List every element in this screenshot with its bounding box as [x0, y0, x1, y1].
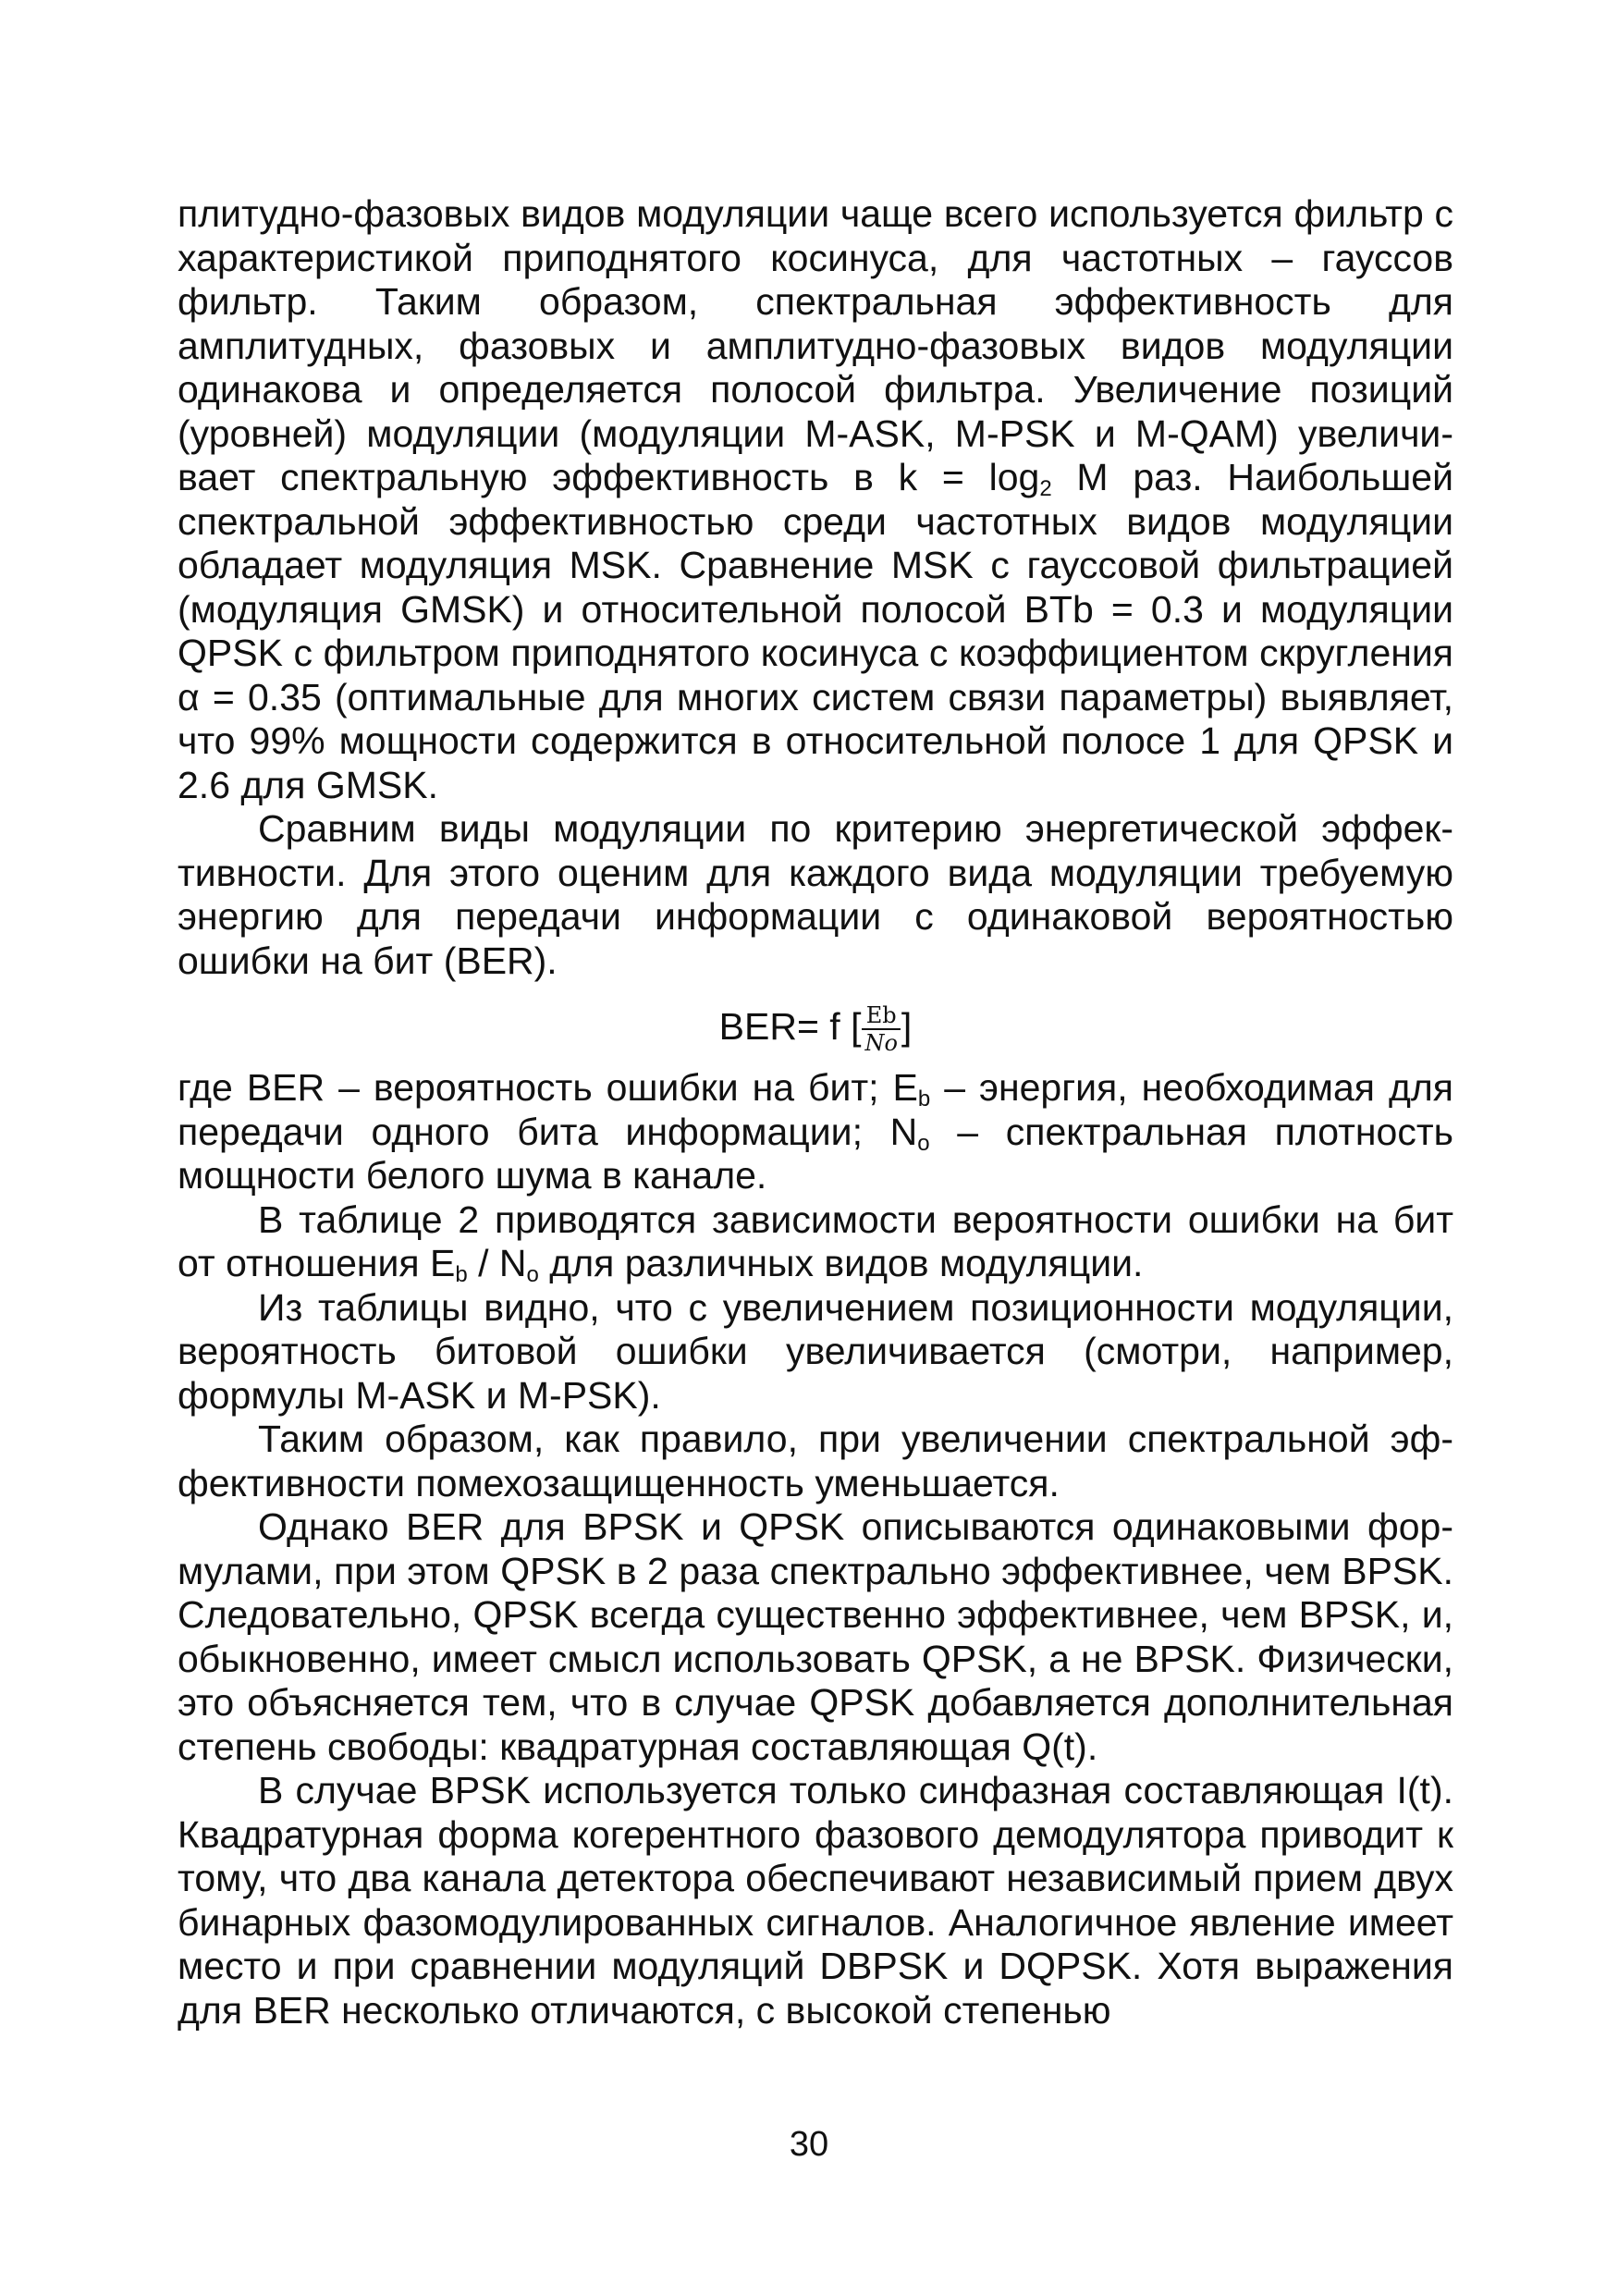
paragraph-quadrature: В случае BPSK используется только синфазная составляющая I(t). Квадратурная форма когерентного фазового демодулятора приводит к тому, что два канала детектора обеспечивают независимый прием двух бинарных фазомодулированных сигналов. Аналогичное явление имеет место и при сравнении модуляций DBPSK и DQPSK. Хотя выражения для BER несколько отличаются, с высокой степенью [178, 1769, 1453, 2032]
page-number: 30 [789, 2125, 829, 2164]
ber-formula: BER= f [ $\frac{Eb}{No}$ ] [718, 1002, 913, 1057]
fraction-denominator: No [864, 1030, 898, 1057]
body-text [178, 192, 1453, 2032]
eb-over-no-fraction [862, 1002, 900, 1057]
paragraph-bpsk-qpsk: Однако BER для BPSK и QPSK описываются одинаковыми формулами, при этом QPSK в 2 раза спектрально эффективнее, чем BPSK. Следовательно, QPSK всегда существенно эффективнее, чем BPSK, и, обыкновенно, имеет смысл использовать QPSK, а не BPSK. Физически, это объясняется тем, что в случае QPSK добавляется дополнительная степень свободы: квадратурная составляющая Q(t). [178, 1505, 1453, 1768]
fraction-numerator: Eb [862, 1004, 900, 1030]
paragraph-table-reference: В таблице 2 приводятся зависимости вероятности ошибки на бит от отношения $E_b / N_o$ для различных видов модуляции. [178, 1197, 1453, 1287]
paragraph-modulation-filters: плитудно-фазовых видов модуляции чаще всего используется фильтр с характеристикой приподнятого косинуса, для частотных – гауссов фильтр. Таким образом, спектральная эффективность для амплитудных, фазовых и амплитудно-фазовых видов модуляции одинакова и определяется полосой фильтра. Увеличение позиций (уровней) модуляции (модуляции M-ASK, M-PSK и M-QAM) увеличивает спектральную эффективность в $k = \log_2 M$ раз. Наибольшей спектральной эффективностью среди частотных видов модуляции обладает модуляция MSK. Сравнение MSK с гауссовой фильтрацией (модуляция GMSK) и относительной полосой BTb = 0.3 и модуляции QPSK с фильтром приподнятого косинуса с коэффициентом скругления α = 0.35 (оптимальные для многих систем связи параметры) выявляет, что 99% мощности содержится в относительной полосе 1 для QPSK и 2.6 для GMSK. [178, 192, 1453, 806]
paragraph-positionality: Из таблицы видно, что с увеличением позиционности модуляции, вероятность битовой ошибки увеличивается (смотри, например, формулы M-ASK и M-PSK). [178, 1285, 1453, 1417]
log-base-subscript: 2 [1039, 476, 1052, 501]
paragraph-noise-immunity: Таким образом, как правило, при увеличении спектральной эффективности помехозащищенность уменьшается. [178, 1418, 1453, 1504]
paragraph-formula-legend: где BER – вероятность ошибки на бит; $E_b$ – энергия, необходимая для передачи одного бита информации; $N_o$ – спектральная плотность мощности белого шума в канале. [178, 1066, 1453, 1197]
paragraph-energy-efficiency: Сравним виды модуляции по критерию энергетической эффективности. Для этого оценим для каждого вида модуляции требуемую энергию для передачи информации с одинаковой вероятностью ошибки на бит (BER). [178, 807, 1453, 982]
